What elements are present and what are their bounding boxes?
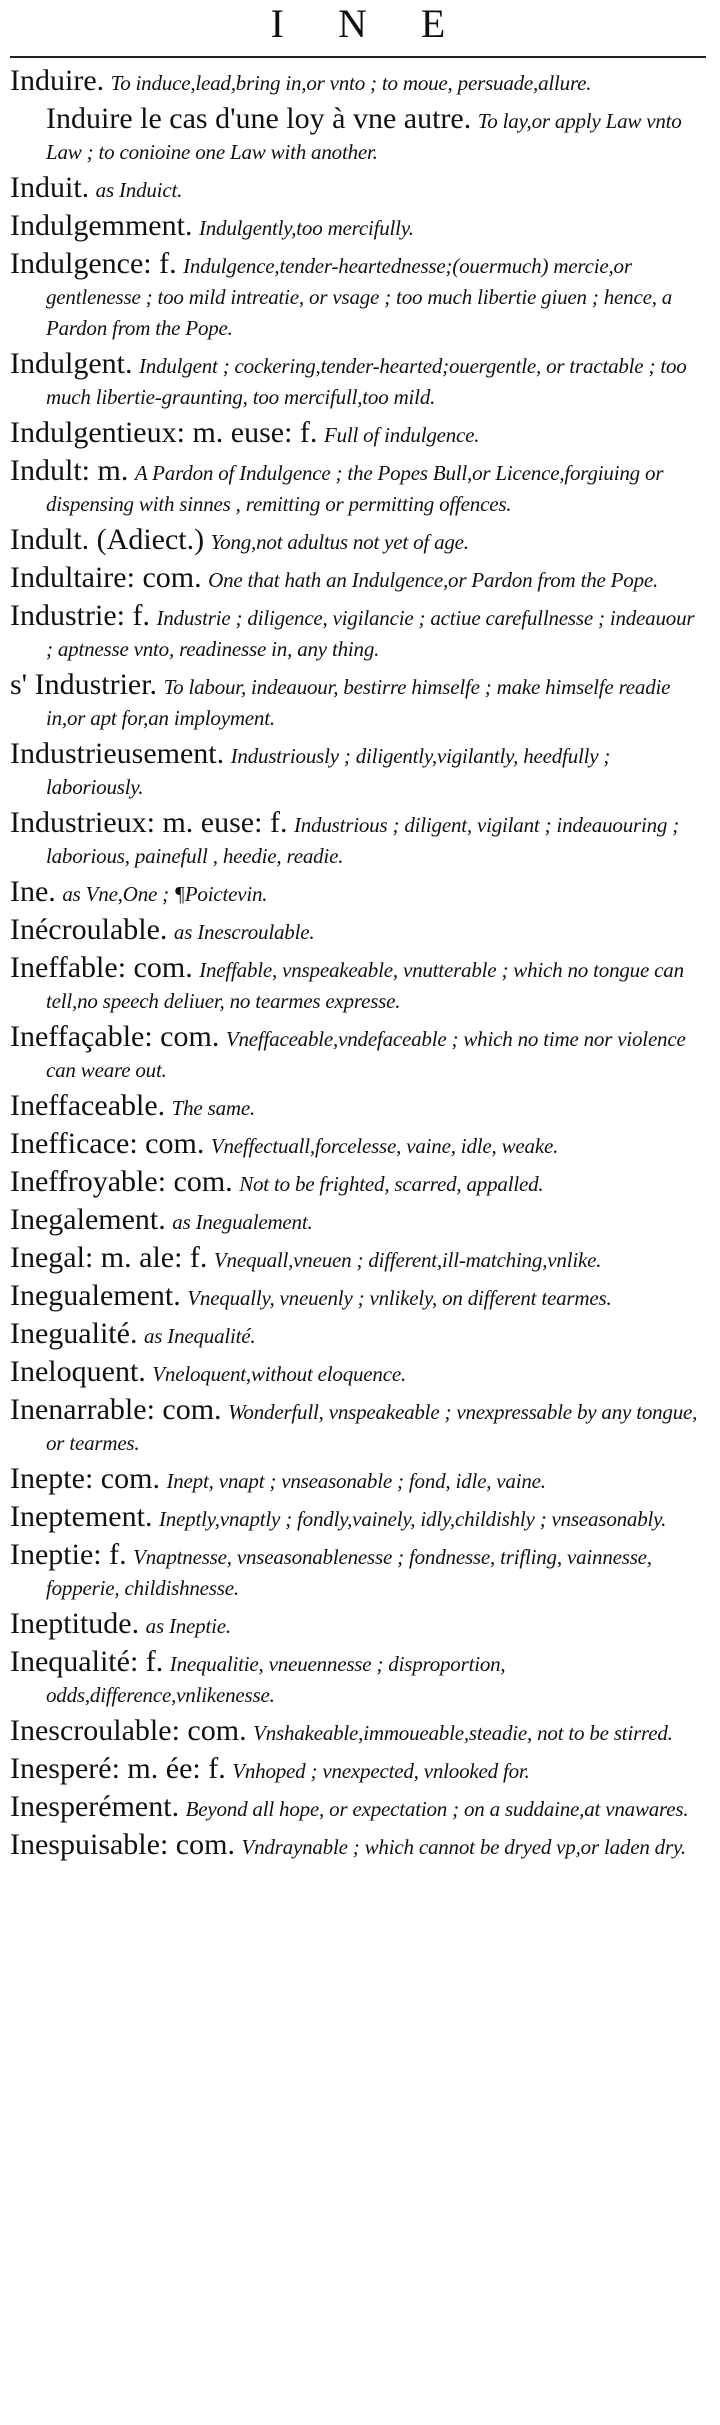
entry-definition: as Inegualement. xyxy=(172,1210,313,1234)
entry-definition: as Induict. xyxy=(95,178,183,202)
entry-definition: Industrie ; diligence, vigilancie ; actiue carefullnesse ; indeauour ; aptnesse vnto, readinesse in, any thing. xyxy=(46,606,695,661)
dictionary-entry xyxy=(10,808,706,871)
entry-headword: Ineptitude. xyxy=(10,1607,140,1640)
dictionary-entry xyxy=(10,1792,706,1824)
entry-headword: Inécroulable. xyxy=(10,913,168,946)
dictionary-entry xyxy=(10,104,706,167)
entry-headword: Ineptement. xyxy=(10,1500,153,1533)
entry-headword: Inespuisable: com. xyxy=(10,1828,235,1861)
dictionary-entry xyxy=(10,1281,706,1313)
entry-headword: Indulgemment. xyxy=(10,209,193,242)
entry-definition: Indulgence,tender-heartednesse;(ouermuch) mercie,or gentlenesse ; too mild intreatie, or vsage ; too much libertie giuen ; hence, a Pardon from the Pope. xyxy=(46,254,673,340)
entry-definition: Vneffectuall,forcelesse, vaine, idle, weake. xyxy=(210,1134,559,1158)
entry-definition: as Ineptie. xyxy=(145,1614,231,1638)
entry-definition: To induce,lead,bring in,or vnto ; to moue, persuade,allure. xyxy=(110,71,592,95)
dictionary-entry xyxy=(10,670,706,733)
entry-headword: Industrieux: m. euse: f. xyxy=(10,806,288,839)
entry-headword: Indulgent. xyxy=(10,347,133,380)
entry-headword: Ineffroyable: com. xyxy=(10,1165,233,1198)
entry-headword: Industrieusement. xyxy=(10,737,225,770)
dictionary-entry xyxy=(10,1647,706,1710)
entry-definition: One that hath an Indulgence,or Pardon from the Pope. xyxy=(208,568,659,592)
entry-headword: Inepte: com. xyxy=(10,1462,160,1495)
dictionary-entry xyxy=(10,877,706,909)
dictionary-entry xyxy=(10,1205,706,1237)
dictionary-entry xyxy=(10,739,706,802)
entry-definition: Vneffaceable,vndefaceable ; which no time nor violence can weare out. xyxy=(46,1027,686,1082)
running-head: I N E xyxy=(270,1,468,46)
dictionary-entry xyxy=(10,1830,706,1862)
dictionary-entry xyxy=(10,1091,706,1123)
entry-headword: Ineloquent. xyxy=(10,1355,146,1388)
dictionary-entry xyxy=(10,1754,706,1786)
dictionary-entry xyxy=(10,1243,706,1275)
entry-definition: Wonderfull, vnspeakeable ; vnexpressable by any tongue, or tearmes. xyxy=(46,1400,698,1455)
entry-headword: Inegalement. xyxy=(10,1203,166,1236)
entry-headword: Industrie: f. xyxy=(10,599,150,632)
entry-headword: Ineffable: com. xyxy=(10,951,193,984)
entry-headword: Ineptie: f. xyxy=(10,1538,127,1571)
dictionary-entry xyxy=(10,66,706,98)
entry-definition: as Inescroulable. xyxy=(173,920,315,944)
dictionary-entry xyxy=(10,456,706,519)
entry-definition: Industrious ; diligent, vigilant ; indeauouring ; laborious, painefull , heedie, readie. xyxy=(46,813,680,868)
entry-definition: Inept, vnapt ; vnseasonable ; fond, idle, vaine. xyxy=(166,1469,546,1493)
dictionary-entry xyxy=(10,1167,706,1199)
dictionary-entry xyxy=(10,601,706,664)
entry-headword: s' Industrier. xyxy=(10,668,158,701)
entry-headword: Induire. xyxy=(10,64,105,97)
entry-headword: Indult: m. xyxy=(10,454,129,487)
entry-definition: To lay,or apply Law vnto Law ; to conioine one Law with another. xyxy=(46,109,682,164)
dictionary-entry xyxy=(10,1502,706,1534)
entry-definition: Indulgently,too mercifully. xyxy=(198,216,414,240)
dictionary-entry xyxy=(10,211,706,243)
entry-definition: Vnhoped ; vnexpected, vnlooked for. xyxy=(232,1759,530,1783)
dictionary-entry xyxy=(10,349,706,412)
entry-definition: Indulgent ; cockering,tender-hearted;ouergentle, or tractable ; too much libertie-graunting, too mercifull,too mild. xyxy=(46,354,687,409)
entry-definition: Industriously ; diligently,vigilantly, heedfully ; laboriously. xyxy=(46,744,611,799)
entry-headword: Induire le cas d'une loy à vne autre. xyxy=(46,102,472,135)
entry-list xyxy=(10,66,706,1862)
entry-definition: Ineffable, vnspeakeable, vnutterable ; which no tongue can tell,no speech deliuer, no tearmes expresse. xyxy=(46,958,684,1013)
dictionary-entry xyxy=(10,1716,706,1748)
dictionary-entry xyxy=(10,1609,706,1641)
entry-definition: as Vne,One ; ¶Poictevin. xyxy=(62,882,268,906)
entry-headword: Inenarrable: com. xyxy=(10,1393,222,1426)
entry-headword: Inegualité. xyxy=(10,1317,138,1350)
dictionary-entry xyxy=(10,173,706,205)
entry-headword: Indulgentieux: m. euse: f. xyxy=(10,416,318,449)
entry-headword: Ineffaçable: com. xyxy=(10,1020,220,1053)
entry-definition: Vnequall,vneuen ; different,ill-matching,vnlike. xyxy=(213,1248,602,1272)
entry-headword: Inesperément. xyxy=(10,1790,180,1823)
entry-definition: Vnequally, vneuenly ; vnlikely, on different tearmes. xyxy=(187,1286,612,1310)
entry-headword: Inequalité: f. xyxy=(10,1645,164,1678)
dictionary-entry xyxy=(10,915,706,947)
entry-headword: Indulgence: f. xyxy=(10,247,177,280)
dictionary-entry xyxy=(10,1357,706,1389)
entry-headword: Induit. xyxy=(10,171,90,204)
header-rule xyxy=(10,56,706,58)
entry-definition: Yong,not adultus not yet of age. xyxy=(210,530,469,554)
entry-headword: Inescroulable: com. xyxy=(10,1714,247,1747)
dictionary-entry xyxy=(10,249,706,343)
entry-headword: Indult. (Adiect.) xyxy=(10,523,205,556)
entry-headword: Ineffaceable. xyxy=(10,1089,166,1122)
entry-definition: as Inequalité. xyxy=(143,1324,256,1348)
dictionary-entry xyxy=(10,1464,706,1496)
entry-headword: Inegal: m. ale: f. xyxy=(10,1241,208,1274)
dictionary-entry xyxy=(10,1540,706,1603)
entry-definition: Beyond all hope, or expectation ; on a suddaine,at vnawares. xyxy=(185,1797,689,1821)
dictionary-entry xyxy=(10,418,706,450)
entry-definition: A Pardon of Indulgence ; the Popes Bull,or Licence,forgiuing or dispensing with sinnes , remitting or permitting offences. xyxy=(46,461,664,516)
entry-definition: Full of indulgence. xyxy=(323,423,480,447)
dictionary-entry xyxy=(10,525,706,557)
entry-headword: Ine. xyxy=(10,875,56,908)
dictionary-entry xyxy=(10,1022,706,1085)
entry-definition: The same. xyxy=(171,1096,256,1120)
entry-definition: Vneloquent,without eloquence. xyxy=(152,1362,407,1386)
entry-definition: To labour, indeauour, bestirre himselfe ; make himselfe readie in,or apt for,an imployment. xyxy=(46,675,671,730)
entry-definition: Vnshakeable,immoueable,steadie, not to be stirred. xyxy=(253,1721,673,1745)
entry-definition: Inequalitie, vneuennesse ; disproportion, odds,difference,vnlikenesse. xyxy=(46,1652,506,1707)
entry-headword: Inegualement. xyxy=(10,1279,181,1312)
entry-definition: Not to be frighted, scarred, appalled. xyxy=(239,1172,544,1196)
entry-definition: Vndraynable ; which cannot be dryed vp,or laden dry. xyxy=(241,1835,686,1859)
entry-headword: Inefficace: com. xyxy=(10,1127,205,1160)
dictionary-entry xyxy=(10,1395,706,1458)
entry-definition: Vnaptnesse, vnseasonablenesse ; fondnesse, trifling, vainnesse, fopperie, childishnesse. xyxy=(46,1545,652,1600)
entry-definition: Ineptly,vnaptly ; fondly,vainely, idly,childishly ; vnseasonably. xyxy=(158,1507,667,1531)
dictionary-entry xyxy=(10,563,706,595)
dictionary-entry xyxy=(10,1319,706,1351)
entry-headword: Inesperé: m. ée: f. xyxy=(10,1752,226,1785)
entry-headword: Indultaire: com. xyxy=(10,561,202,594)
dictionary-entry xyxy=(10,953,706,1016)
dictionary-entry xyxy=(10,1129,706,1161)
